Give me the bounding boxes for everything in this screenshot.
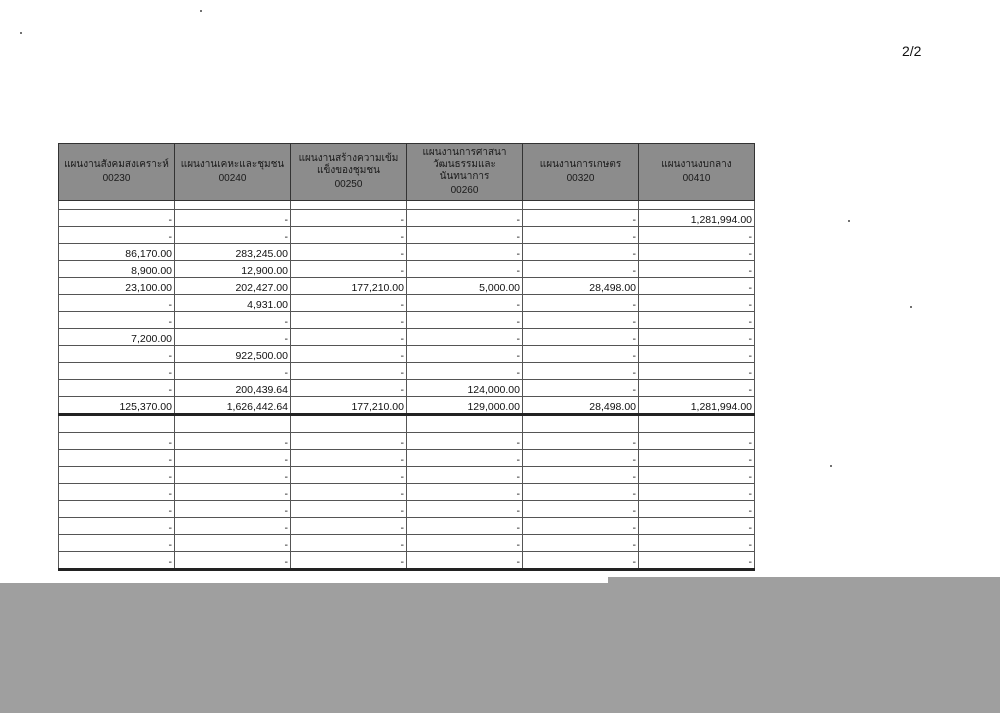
table-cell: -: [59, 467, 175, 484]
column-header: [291, 144, 407, 201]
table-cell: -: [407, 295, 523, 312]
table-cell: -: [291, 295, 407, 312]
column-header-label: แผนงานเคหะและชุมชน: [180, 159, 285, 170]
table-row: [59, 312, 755, 329]
table-cell: -: [175, 329, 291, 346]
table-cell: 4,931.00: [175, 295, 291, 312]
table-cell: 8,900.00: [59, 261, 175, 278]
table-cell: 200,439.64: [175, 380, 291, 397]
table-cell: -: [59, 552, 175, 570]
table-cell: -: [523, 210, 639, 227]
table-cell: -: [639, 363, 755, 380]
table-cell: -: [523, 329, 639, 346]
table-cell: -: [291, 346, 407, 363]
table-row: [59, 261, 755, 278]
column-header-code: 00410: [682, 173, 711, 184]
table-row: [59, 363, 755, 380]
column-header: [639, 144, 755, 201]
table-row: [59, 210, 755, 227]
table-cell: -: [175, 535, 291, 552]
table-row: [59, 227, 755, 244]
table-cell: -: [523, 501, 639, 518]
column-header-label: แผนงานการเกษตร: [539, 159, 622, 170]
table-cell: -: [639, 346, 755, 363]
spacer-cell: [407, 201, 523, 210]
table-cell: 7,200.00: [59, 329, 175, 346]
table-cell: [407, 415, 523, 433]
budget-sheet: [58, 143, 755, 571]
table-cell: 28,498.00: [523, 278, 639, 295]
total-row: [59, 552, 755, 570]
scan-speck: [910, 306, 912, 308]
table-cell: -: [407, 312, 523, 329]
table-cell: -: [523, 450, 639, 467]
table-cell: -: [59, 210, 175, 227]
scan-gray-band: [0, 577, 1000, 713]
table-row: [59, 535, 755, 552]
table-cell: -: [523, 312, 639, 329]
table-cell: -: [639, 552, 755, 570]
table-cell: 922,500.00: [175, 346, 291, 363]
table-cell: 5,000.00: [407, 278, 523, 295]
table-cell: -: [523, 484, 639, 501]
table-cell: -: [407, 433, 523, 450]
column-header-code: 00230: [102, 173, 131, 184]
table-cell: -: [639, 518, 755, 535]
table-cell: -: [59, 312, 175, 329]
table-cell: -: [291, 329, 407, 346]
scan-speck: [200, 10, 202, 12]
table-cell: -: [639, 244, 755, 261]
table-cell: -: [291, 433, 407, 450]
table-row: [59, 467, 755, 484]
scan-edge: [0, 577, 608, 583]
spacer-cell: [59, 201, 175, 210]
table-cell: 125,370.00: [59, 397, 175, 415]
spacer-cell: [291, 201, 407, 210]
column-header-code: 00260: [450, 185, 479, 196]
table-cell: -: [407, 467, 523, 484]
table-cell: 1,281,994.00: [639, 397, 755, 415]
table-cell: -: [639, 329, 755, 346]
table-body: [59, 201, 755, 570]
table-cell: -: [59, 380, 175, 397]
table-cell: 283,245.00: [175, 244, 291, 261]
table-row: [59, 380, 755, 397]
table-cell: -: [291, 261, 407, 278]
table-cell: -: [523, 346, 639, 363]
table-cell: -: [523, 535, 639, 552]
table-cell: 129,000.00: [407, 397, 523, 415]
table-row: [59, 518, 755, 535]
column-header-label: แผนงานการศาสนา วัฒนธรรมและนันทนาการ: [422, 147, 507, 182]
table-cell: -: [175, 433, 291, 450]
table-row: [59, 450, 755, 467]
table-cell: 86,170.00: [59, 244, 175, 261]
table-cell: -: [523, 380, 639, 397]
table-cell: -: [59, 484, 175, 501]
table-cell: -: [175, 467, 291, 484]
table-row: [59, 244, 755, 261]
table-cell: -: [291, 518, 407, 535]
table-cell: 177,210.00: [291, 397, 407, 415]
table-cell: -: [291, 535, 407, 552]
column-header: [523, 144, 639, 201]
table-cell: -: [523, 295, 639, 312]
spacer-row: [59, 201, 755, 210]
table-cell: -: [639, 433, 755, 450]
table-cell: -: [639, 467, 755, 484]
table-cell: -: [59, 450, 175, 467]
column-header-code: 00240: [218, 173, 247, 184]
table-cell: 124,000.00: [407, 380, 523, 397]
table-cell: -: [407, 261, 523, 278]
column-header-code: 00250: [334, 179, 363, 190]
table-cell: -: [59, 501, 175, 518]
table-row: [59, 484, 755, 501]
table-cell: -: [523, 518, 639, 535]
spacer-cell: [175, 201, 291, 210]
table-cell: -: [59, 433, 175, 450]
table-cell: -: [291, 450, 407, 467]
column-header: [59, 144, 175, 201]
page-number: 2/2: [902, 43, 922, 59]
table-cell: -: [175, 363, 291, 380]
table-cell: -: [291, 210, 407, 227]
table-cell: -: [291, 501, 407, 518]
table-cell: -: [175, 518, 291, 535]
column-header-label: แผนงานงบกลาง: [661, 159, 732, 170]
table-cell: 1,626,442.64: [175, 397, 291, 415]
scan-speck: [830, 465, 832, 467]
table-cell: -: [639, 312, 755, 329]
total-row: [59, 397, 755, 415]
table-cell: -: [175, 501, 291, 518]
table-cell: -: [291, 552, 407, 570]
table-cell: -: [407, 484, 523, 501]
table-row: [59, 346, 755, 363]
table-cell: -: [291, 227, 407, 244]
table-cell: -: [59, 535, 175, 552]
table-cell: [59, 415, 175, 433]
column-header: [407, 144, 523, 201]
header-row: [59, 144, 755, 201]
table-cell: -: [175, 450, 291, 467]
column-header-label: แผนงานสังคมสงเคราะห์: [64, 159, 169, 170]
table-cell: -: [639, 261, 755, 278]
table-cell: 23,100.00: [59, 278, 175, 295]
scan-speck: [848, 220, 850, 222]
table-cell: -: [523, 227, 639, 244]
table-cell: [523, 415, 639, 433]
table-cell: -: [59, 295, 175, 312]
table-cell: [639, 415, 755, 433]
table-cell: 202,427.00: [175, 278, 291, 295]
table-cell: 28,498.00: [523, 397, 639, 415]
table-row: [59, 501, 755, 518]
table-cell: -: [407, 210, 523, 227]
table-cell: -: [175, 227, 291, 244]
table-cell: -: [59, 227, 175, 244]
table-cell: -: [407, 518, 523, 535]
table-row: [59, 278, 755, 295]
table-row: [59, 295, 755, 312]
table-cell: -: [407, 244, 523, 261]
spacer-cell: [639, 201, 755, 210]
table-cell: -: [407, 535, 523, 552]
table-cell: -: [523, 363, 639, 380]
table-row: [59, 433, 755, 450]
table-cell: -: [407, 329, 523, 346]
table-cell: -: [175, 552, 291, 570]
table-cell: -: [59, 363, 175, 380]
table-cell: -: [639, 295, 755, 312]
table-cell: -: [523, 467, 639, 484]
table-cell: 1,281,994.00: [639, 210, 755, 227]
table-cell: -: [523, 552, 639, 570]
table-cell: -: [175, 484, 291, 501]
table-cell: -: [407, 346, 523, 363]
table-row: [59, 415, 755, 433]
column-header: [175, 144, 291, 201]
table-cell: -: [291, 467, 407, 484]
table-row: [59, 329, 755, 346]
table-cell: -: [291, 312, 407, 329]
table-cell: -: [523, 433, 639, 450]
table-cell: -: [291, 380, 407, 397]
table-cell: -: [175, 210, 291, 227]
table-cell: -: [175, 312, 291, 329]
table-cell: -: [639, 278, 755, 295]
table-cell: -: [523, 244, 639, 261]
table-cell: -: [639, 227, 755, 244]
table-cell: -: [523, 261, 639, 278]
table-cell: -: [407, 363, 523, 380]
table-cell: -: [407, 450, 523, 467]
table-cell: [291, 415, 407, 433]
table-cell: [175, 415, 291, 433]
spacer-cell: [523, 201, 639, 210]
table-cell: -: [639, 380, 755, 397]
table-cell: -: [59, 518, 175, 535]
table-cell: -: [407, 552, 523, 570]
table-cell: -: [639, 484, 755, 501]
table-cell: -: [639, 501, 755, 518]
budget-table: [58, 143, 755, 571]
table-cell: -: [407, 227, 523, 244]
scan-speck: [20, 32, 22, 34]
table-cell: -: [59, 346, 175, 363]
table-cell: -: [291, 244, 407, 261]
table-cell: -: [407, 501, 523, 518]
table-cell: 177,210.00: [291, 278, 407, 295]
column-header-code: 00320: [566, 173, 595, 184]
table-cell: -: [639, 450, 755, 467]
table-cell: -: [639, 535, 755, 552]
table-cell: -: [291, 363, 407, 380]
table-cell: -: [291, 484, 407, 501]
table-cell: 12,900.00: [175, 261, 291, 278]
column-header-label: แผนงานสร้างความเข้มแข็งของชุมชน: [298, 153, 399, 176]
